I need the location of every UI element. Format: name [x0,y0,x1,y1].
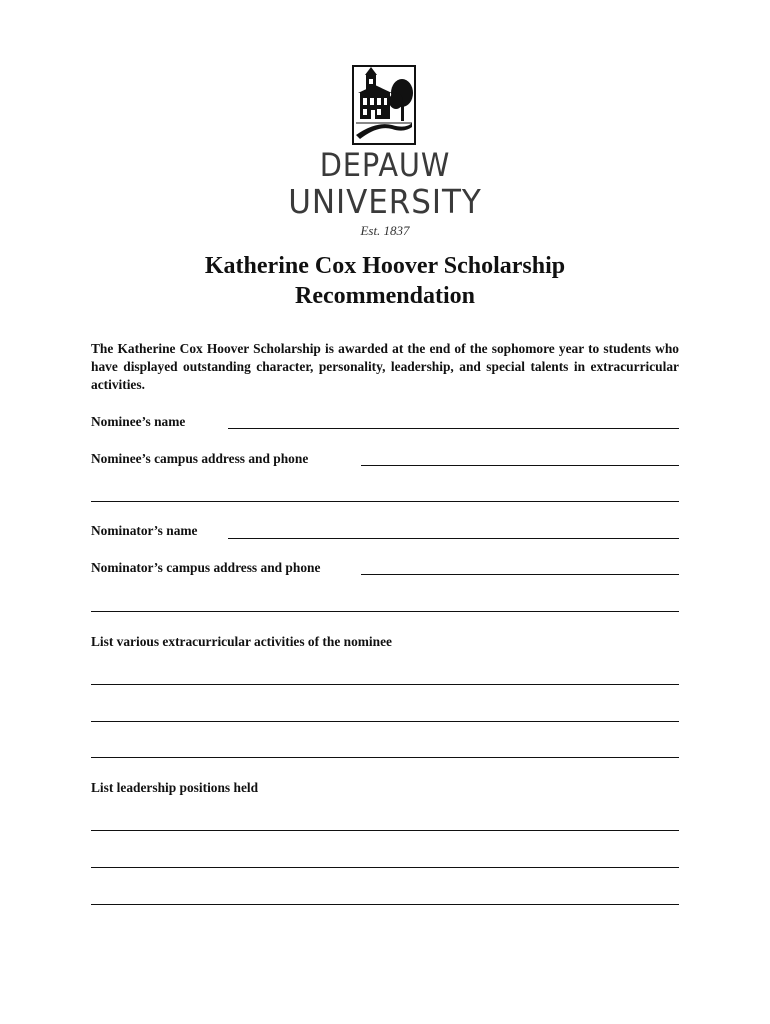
university-building-logo-icon [352,65,416,145]
activities-field-line1[interactable] [91,684,679,685]
nominee-name-label: Nominee’s name [91,414,186,429]
nominator-address-label: Nominator’s campus address and phone [91,560,321,575]
nominee-address-label: Nominee’s campus address and phone [91,451,309,466]
leadership-field-line3[interactable] [91,904,679,905]
page-title-line1: Katherine Cox Hoover Scholarship [204,253,566,279]
nominator-name-field[interactable] [228,538,679,539]
nominator-address-field-line2[interactable] [91,611,679,612]
logo-wordmark-line1: DEPAUW [319,146,451,184]
nominee-address-field-line2[interactable] [91,501,679,502]
activities-field-line3[interactable] [91,757,679,758]
page-title-line2: Recommendation [295,283,475,309]
logo-established-year: Est. 1837 [360,223,410,238]
nominee-address-field[interactable] [361,465,679,466]
logo-wordmark-line2: UNIVERSITY [288,182,482,221]
intro-paragraph: The Katherine Cox Hoover Scholarship is awarded at the end of the sophomore year to students who have displayed outstanding character, personality, leadership, and special talents in extracurricular activities. [91,341,679,392]
activities-field-line2[interactable] [91,721,679,722]
nominator-name-label: Nominator’s name [91,523,198,538]
nominee-name-field[interactable] [228,428,679,429]
leadership-label: List leadership positions held [91,780,259,795]
activities-label: List various extracurricular activities of the nominee [91,634,392,649]
nominator-address-field[interactable] [361,574,679,575]
leadership-field-line2[interactable] [91,867,679,868]
leadership-field-line1[interactable] [91,830,679,831]
